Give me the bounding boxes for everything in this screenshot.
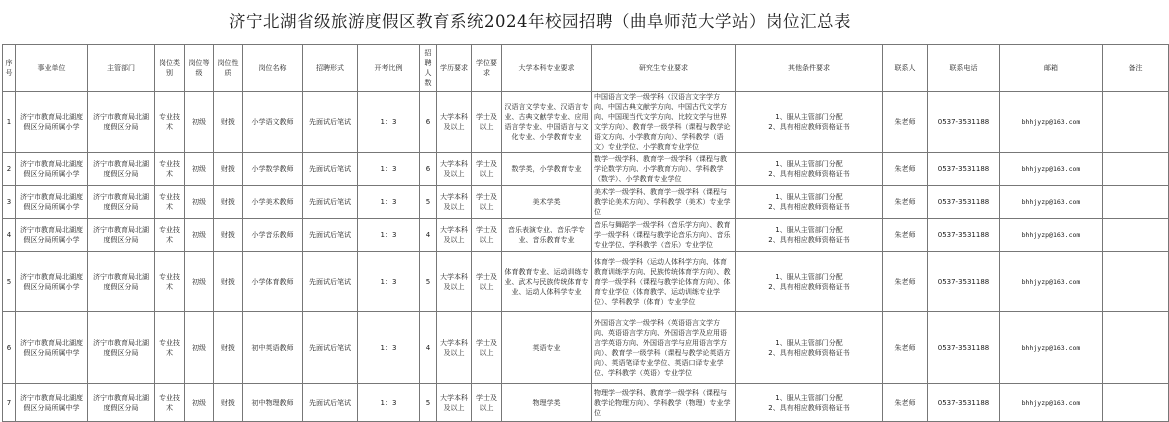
table-row — [3, 153, 1169, 186]
ratio-cell: 1：3 — [358, 384, 420, 422]
header-cell: 岗位类别 — [155, 45, 185, 92]
seq-cell: 5 — [3, 252, 16, 312]
page-title: 济宁北湖省级旅游度假区教育系统2024年校园招聘（曲阜师范大学站）岗位汇总表 — [229, 12, 851, 31]
header-cell: 主管部门 — [88, 45, 155, 92]
ratio-cell: 1：3 — [358, 92, 420, 153]
table-row — [3, 252, 1169, 312]
degree-cell: 学士及以上 — [472, 312, 502, 384]
phone-cell: 0537-3531188 — [928, 384, 1000, 422]
other-requirements-cell: 1、服从主管部门分配 2、具有相应教师资格证书 — [736, 384, 883, 422]
note-cell — [1103, 384, 1169, 422]
recruitment-table — [2, 44, 1169, 422]
dept-cell: 济宁市教育局北湖度假区分局 — [88, 384, 155, 422]
degree-cell: 学士及以上 — [472, 186, 502, 219]
header-cell: 招聘人数 — [420, 45, 437, 92]
unit-cell: 济宁市教育局北湖度假区分局所属小学 — [16, 153, 88, 186]
header-cell: 联系电话 — [928, 45, 1000, 92]
count-cell: 5 — [420, 186, 437, 219]
seq-cell: 2 — [3, 153, 16, 186]
header-row — [3, 45, 1169, 92]
phone-cell: 0537-3531188 — [928, 219, 1000, 252]
email-cell: bhhjyzp@163.com — [1000, 153, 1103, 186]
education-cell: 大学本科及以上 — [437, 153, 472, 186]
dept-cell: 济宁市教育局北湖度假区分局 — [88, 252, 155, 312]
degree-cell: 学士及以上 — [472, 219, 502, 252]
unit-cell: 济宁市教育局北湖度假区分局所属中学 — [16, 312, 88, 384]
header-cell: 序号 — [3, 45, 16, 92]
phone-cell: 0537-3531188 — [928, 92, 1000, 153]
form-cell: 先面试后笔试 — [303, 153, 358, 186]
graduate-major-cell: 音乐与舞蹈学一级学科（音乐学方向）、教育学一级学科（课程与教学论音乐方向）、音乐专业学位、学科教学（音乐）专业学位 — [592, 219, 736, 252]
count-cell: 6 — [420, 92, 437, 153]
ratio-cell: 1：3 — [358, 186, 420, 219]
contact-cell: 朱老师 — [883, 153, 928, 186]
form-cell: 先面试后笔试 — [303, 384, 358, 422]
header-cell: 联系人 — [883, 45, 928, 92]
seq-cell: 3 — [3, 186, 16, 219]
education-cell: 大学本科及以上 — [437, 219, 472, 252]
header-cell: 开考比例 — [358, 45, 420, 92]
category-cell: 专业技术 — [155, 92, 185, 153]
nature-cell: 财拨 — [214, 92, 243, 153]
table-row — [3, 92, 1169, 153]
contact-cell: 朱老师 — [883, 312, 928, 384]
email-cell: bhhjyzp@163.com — [1000, 312, 1103, 384]
header-cell: 学历要求 — [437, 45, 472, 92]
count-cell: 4 — [420, 219, 437, 252]
header-cell: 其他条件要求 — [736, 45, 883, 92]
unit-cell: 济宁市教育局北湖度假区分局所属中学 — [16, 384, 88, 422]
email-cell: bhhjyzp@163.com — [1000, 219, 1103, 252]
table-row — [3, 384, 1169, 422]
degree-cell: 学士及以上 — [472, 252, 502, 312]
note-cell — [1103, 186, 1169, 219]
dept-cell: 济宁市教育局北湖度假区分局 — [88, 92, 155, 153]
other-requirements-cell: 1、服从主管部门分配 2、具有相应教师资格证书 — [736, 312, 883, 384]
count-cell: 5 — [420, 384, 437, 422]
header-cell: 备注 — [1103, 45, 1169, 92]
graduate-major-cell: 外国语言文学一级学科（英语语言文学方向、英语语言学方向、外国语言学及应用语言学英语方向、外国语言学与应用语言学方向）、教育学一级学科（课程与教学论英语方向）、英语笔译专业学位、英语口译专业学位、学科教学（英语）专业学位 — [592, 312, 736, 384]
category-cell: 专业技术 — [155, 186, 185, 219]
post-name-cell: 小学数学教师 — [243, 153, 303, 186]
degree-cell: 学士及以上 — [472, 384, 502, 422]
email-cell: bhhjyzp@163.com — [1000, 92, 1103, 153]
undergrad-major-cell: 英语专业 — [502, 312, 592, 384]
level-cell: 初级 — [185, 312, 214, 384]
education-cell: 大学本科及以上 — [437, 92, 472, 153]
contact-cell: 朱老师 — [883, 384, 928, 422]
category-cell: 专业技术 — [155, 252, 185, 312]
note-cell — [1103, 312, 1169, 384]
post-name-cell: 初中英语教师 — [243, 312, 303, 384]
level-cell: 初级 — [185, 252, 214, 312]
form-cell: 先面试后笔试 — [303, 219, 358, 252]
degree-cell: 学士及以上 — [472, 92, 502, 153]
header-cell: 邮箱 — [1000, 45, 1103, 92]
category-cell: 专业技术 — [155, 219, 185, 252]
form-cell: 先面试后笔试 — [303, 186, 358, 219]
unit-cell: 济宁市教育局北湖度假区分局所属小学 — [16, 219, 88, 252]
form-cell: 先面试后笔试 — [303, 312, 358, 384]
contact-cell: 朱老师 — [883, 219, 928, 252]
dept-cell: 济宁市教育局北湖度假区分局 — [88, 312, 155, 384]
post-name-cell: 小学语文教师 — [243, 92, 303, 153]
level-cell: 初级 — [185, 92, 214, 153]
table-row — [3, 186, 1169, 219]
undergrad-major-cell: 物理学类 — [502, 384, 592, 422]
other-requirements-cell: 1、服从主管部门分配 2、具有相应教师资格证书 — [736, 186, 883, 219]
unit-cell: 济宁市教育局北湖度假区分局所属小学 — [16, 252, 88, 312]
ratio-cell: 1：3 — [358, 252, 420, 312]
nature-cell: 财拨 — [214, 153, 243, 186]
nature-cell: 财拨 — [214, 252, 243, 312]
contact-cell: 朱老师 — [883, 92, 928, 153]
post-name-cell: 初中物理教师 — [243, 384, 303, 422]
level-cell: 初级 — [185, 186, 214, 219]
header-cell: 大学本科专业要求 — [502, 45, 592, 92]
header-cell: 岗位性质 — [214, 45, 243, 92]
email-cell: bhhjyzp@163.com — [1000, 384, 1103, 422]
education-cell: 大学本科及以上 — [437, 312, 472, 384]
graduate-major-cell: 数学一级学科、教育学一级学科（课程与教学论数学方向、小学教育方向）、学科教学（数学）、小学教育专业学位 — [592, 153, 736, 186]
nature-cell: 财拨 — [214, 312, 243, 384]
seq-cell: 7 — [3, 384, 16, 422]
note-cell — [1103, 219, 1169, 252]
undergrad-major-cell: 音乐表演专业、音乐学专业、音乐教育专业 — [502, 219, 592, 252]
unit-cell: 济宁市教育局北湖度假区分局所属小学 — [16, 92, 88, 153]
header-cell: 研究生专业要求 — [592, 45, 736, 92]
seq-cell: 1 — [3, 92, 16, 153]
graduate-major-cell: 中国语言文学一级学科（汉语言文字学方向、中国古典文献学方向、中国古代文学方向、中国现当代文学方向、比较文学与世界文学方向）、教育学一级学科（课程与教学论语文方向、小学教育方向）、学科教学（语文）专业学位、小学教育专业学位 — [592, 92, 736, 153]
dept-cell: 济宁市教育局北湖度假区分局 — [88, 219, 155, 252]
count-cell: 4 — [420, 312, 437, 384]
count-cell: 5 — [420, 252, 437, 312]
nature-cell: 财拨 — [214, 219, 243, 252]
phone-cell: 0537-3531188 — [928, 252, 1000, 312]
ratio-cell: 1：3 — [358, 153, 420, 186]
note-cell — [1103, 92, 1169, 153]
undergrad-major-cell: 体育教育专业、运动训练专业、武术与民族传统体育专业、运动人体科学专业 — [502, 252, 592, 312]
undergrad-major-cell: 数学类，小学教育专业 — [502, 153, 592, 186]
contact-cell: 朱老师 — [883, 186, 928, 219]
form-cell: 先面试后笔试 — [303, 252, 358, 312]
post-name-cell: 小学体育教师 — [243, 252, 303, 312]
level-cell: 初级 — [185, 219, 214, 252]
nature-cell: 财拨 — [214, 186, 243, 219]
table-row — [3, 219, 1169, 252]
note-cell — [1103, 252, 1169, 312]
header-cell: 学位要求 — [472, 45, 502, 92]
email-cell: bhhjyzp@163.com — [1000, 252, 1103, 312]
phone-cell: 0537-3531188 — [928, 153, 1000, 186]
post-name-cell: 小学美术教师 — [243, 186, 303, 219]
level-cell: 初级 — [185, 153, 214, 186]
ratio-cell: 1：3 — [358, 312, 420, 384]
phone-cell: 0537-3531188 — [928, 186, 1000, 219]
header-cell: 岗位名称 — [243, 45, 303, 92]
category-cell: 专业技术 — [155, 312, 185, 384]
category-cell: 专业技术 — [155, 153, 185, 186]
post-name-cell: 小学音乐教师 — [243, 219, 303, 252]
graduate-major-cell: 美术学一级学科、教育学一级学科（课程与教学论美术方向）、学科教学（美术）专业学位 — [592, 186, 736, 219]
education-cell: 大学本科及以上 — [437, 384, 472, 422]
graduate-major-cell: 体育学一级学科（运动人体科学方向、体育教育训练学方向、民族传统体育学方向）、教育学一级学科（课程与教学论体育方向）、体育专业学位（体育教学、运动训练专业学位）、学科教学（体育）专业学位 — [592, 252, 736, 312]
contact-cell: 朱老师 — [883, 252, 928, 312]
header-cell: 岗位等级 — [185, 45, 214, 92]
other-requirements-cell: 1、服从主管部门分配 2、具有相应教师资格证书 — [736, 219, 883, 252]
phone-cell: 0537-3531188 — [928, 312, 1000, 384]
nature-cell: 财拨 — [214, 384, 243, 422]
education-cell: 大学本科及以上 — [437, 252, 472, 312]
level-cell: 初级 — [185, 384, 214, 422]
dept-cell: 济宁市教育局北湖度假区分局 — [88, 186, 155, 219]
table-row — [3, 312, 1169, 384]
header-cell: 事业单位 — [16, 45, 88, 92]
header-cell: 招聘形式 — [303, 45, 358, 92]
note-cell — [1103, 153, 1169, 186]
other-requirements-cell: 1、服从主管部门分配 2、具有相应教师资格证书 — [736, 153, 883, 186]
graduate-major-cell: 物理学一级学科、教育学一级学科（课程与教学论物理方向）、学科教学（物理）专业学位 — [592, 384, 736, 422]
other-requirements-cell: 1、服从主管部门分配 2、具有相应教师资格证书 — [736, 92, 883, 153]
category-cell: 专业技术 — [155, 384, 185, 422]
dept-cell: 济宁市教育局北湖度假区分局 — [88, 153, 155, 186]
form-cell: 先面试后笔试 — [303, 92, 358, 153]
degree-cell: 学士及以上 — [472, 153, 502, 186]
count-cell: 6 — [420, 153, 437, 186]
email-cell: bhhjyzp@163.com — [1000, 186, 1103, 219]
other-requirements-cell: 1、服从主管部门分配 2、具有相应教师资格证书 — [736, 252, 883, 312]
ratio-cell: 1：3 — [358, 219, 420, 252]
education-cell: 大学本科及以上 — [437, 186, 472, 219]
seq-cell: 6 — [3, 312, 16, 384]
unit-cell: 济宁市教育局北湖度假区分局所属小学 — [16, 186, 88, 219]
undergrad-major-cell: 汉语言文学专业、汉语言专业、古典文献学专业、应用语言学专业、中国语言与文化专业、小学教育专业 — [502, 92, 592, 153]
undergrad-major-cell: 美术学类 — [502, 186, 592, 219]
seq-cell: 4 — [3, 219, 16, 252]
